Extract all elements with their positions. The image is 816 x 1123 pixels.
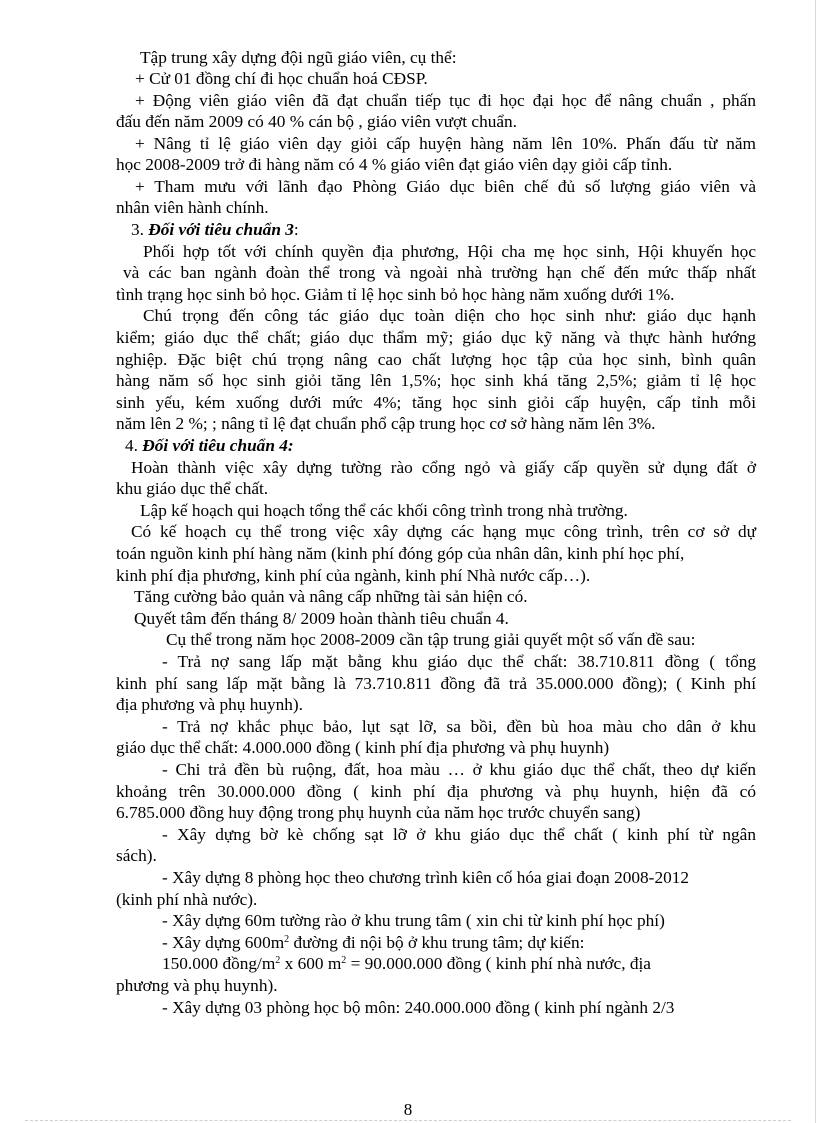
text-line: - Xây dựng 03 phòng học bộ môn: 240.000.000 đồng ( kinh phí ngành 2/3 [162,998,675,1017]
text-line: + Nâng tỉ lệ giáo viên dạy giỏi cấp huyện hàng năm lên 10%. Phấn đấu từ năm [135,134,756,153]
text-line: Tập trung xây dựng đội ngũ giáo viên, cụ thể: [140,48,457,67]
text-line: và các ban ngành đoàn thể trong và ngoài nhà trường hạn chế đến mức thấp nhất [123,263,756,282]
text-line: + Động viên giáo viên đã đạt chuẩn tiếp tục đi học đại học để nâng chuẩn , phấn [135,91,756,110]
text-line: kiểm; giáo dục thể chất; giáo dục thẩm mỹ; giáo dục kỹ năng và thực hành hướng [116,328,756,347]
text-line: - Xây dựng bờ kè chống sạt lỡ ở khu giáo dục thể chất ( kinh phí từ ngân [162,825,756,844]
text-line: nghiệp. Đặc biệt chú trọng nâng cao chất lượng học tập của học sinh, bình quân [116,350,756,369]
text-line: tình trạng học sinh bỏ học. Giảm tỉ lệ học sinh bỏ học hàng năm xuống dưới 1%. [116,285,675,304]
text-line: 6.785.000 đồng huy động trong phụ huynh của năm học trước chuyển sang) [116,803,641,822]
text-line: học 2008-2009 trở đi hàng năm có 4 % giáo viên đạt giáo viên dạy giỏi cấp tỉnh. [116,155,673,174]
text-line: - Chi trả đền bù ruộng, đất, hoa màu … ở khu giáo dục thể chất, theo dự kiến [162,760,756,779]
text-line: Chú trọng đến công tác giáo dục toàn diện cho học sinh như: giáo dục hạnh [143,306,756,325]
text-line: Hoàn thành việc xây dựng tường rào cổng ngỏ và giấy cấp quyền sử dụng đất ở [131,458,756,477]
text-line: Phối hợp tốt với chính quyền địa phương, Hội cha mẹ học sinh, Hội khuyến học [143,242,756,261]
text-line: - Xây dựng 8 phòng học theo chương trình kiên cố hóa giai đoạn 2008-2012 [162,868,690,887]
text-line: Quyết tâm đến tháng 8/ 2009 hoàn thành tiêu chuẩn 4. [134,609,509,628]
text-line: Tăng cường bảo quản và nâng cấp những tài sản hiện có. [134,587,528,606]
text-line: kinh phí sang lấp mặt bằng là 73.710.811 đồng đã trả 35.000.000 đồng); ( Kinh phí [116,674,756,693]
text-line: Lập kế hoạch qui hoạch tổng thể các khối công trình trong nhà trường. [140,501,628,520]
text-line: kinh phí địa phương, kinh phí của ngành, kinh phí Nhà nước cấp…). [116,566,591,585]
text-line: toán nguồn kinh phí hàng năm (kinh phí đóng góp của nhân dân, kinh phí học phí, [116,544,685,563]
text-line: - Trả nợ sang lấp mặt bằng khu giáo dục thể chất: 38.710.811 đồng ( tổng [162,652,756,671]
text-line: - Xây dựng $600m^2$ đường đi nội bộ ở khu trung tâm; dự kiến: [162,933,585,952]
text-line: địa phương và phụ huynh). [116,695,303,714]
text-line: (kinh phí nhà nước). [116,890,258,909]
text-line: Cụ thể trong năm học 2008-2009 cần tập trung giải quyết một số vấn đề sau: [166,630,696,649]
text-line: hàng năm số học sinh giỏi tăng lên 1,5%; học sinh khá tăng 2,5%; giảm tỉ lệ học [116,371,756,390]
text-line: sinh yếu, kém xuống dưới mức 4%; tăng học sinh giỏi cấp huyện, cấp tỉnh mỗi [116,393,756,412]
text-line: giáo dục thể chất: 4.000.000 đồng ( kinh phí địa phương và phụ huynh) [116,738,610,757]
page-number: 8 [403,1100,413,1119]
section-heading-4: 4. Đối với tiêu chuẩn 4: [125,436,294,455]
text-line: sách). [116,846,157,865]
text-line: nhân viên hành chính. [116,198,269,217]
text-line: + Cử 01 đồng chí đi học chuẩn hoá CĐSP. [135,69,428,88]
text-line: Có kế hoạch cụ thể trong việc xây dựng các hạng mục công trình, trên cơ sở dự [131,522,756,541]
text-line: khoảng trên 30.000.000 đồng ( kinh phí địa phương và phụ huynh, hiện đã có [116,782,756,801]
text-line: - Xây dựng 60m tường rào ở khu trung tâm ( xin chi từ kinh phí học phí) [162,911,665,930]
text-line: 150.000 đồng/$m^2$ x 600 $m^2 = 90.000.000$ đồng ( kinh phí nhà nước, địa [162,954,651,973]
text-line: đấu đến năm 2009 có 40 % cán bộ , giáo viên vượt chuẩn. [116,112,517,131]
text-line: - Trả nợ khắc phục bảo, lụt sạt lỡ, sa bồi, đền bù hoa màu cho dân ở khu [162,717,756,736]
text-line: + Tham mưu với lãnh đạo Phòng Giáo dục biên chế đủ số lượng giáo viên và [135,177,756,196]
text-line: năm lên 2 %; ; nâng tỉ lệ đạt chuẩn phổ cập trung học cơ sở hàng năm lên 3%. [116,414,656,433]
footer-divider [25,1120,791,1121]
text-line: khu giáo dục thể chất. [116,479,269,498]
section-heading-3: 3. Đối với tiêu chuẩn 3: [131,220,299,239]
text-line: phương và phụ huynh). [116,976,278,995]
